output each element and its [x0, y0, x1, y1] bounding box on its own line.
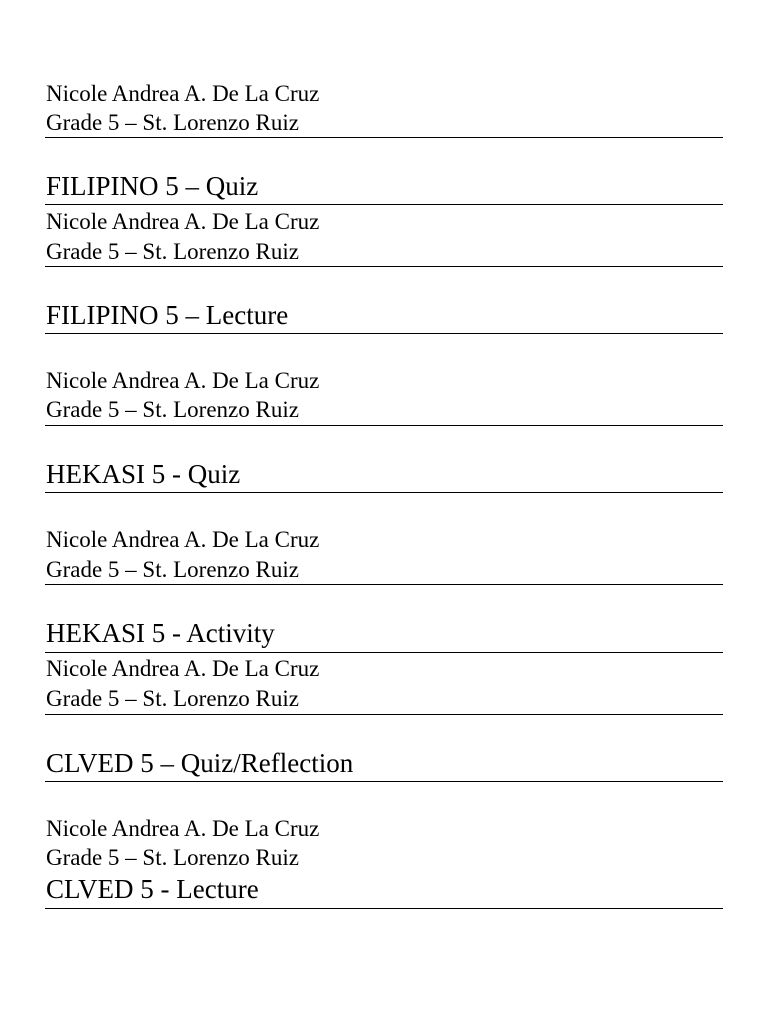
subject-title: HEKASI 5 - Activity: [46, 618, 275, 648]
divider-line: [45, 652, 723, 653]
student-grade-section: Grade 5 – St. Lorenzo Ruiz: [46, 845, 299, 870]
student-name: Nicole Andrea A. De La Cruz: [46, 816, 320, 841]
divider-line: [45, 584, 723, 585]
student-grade-section: Grade 5 – St. Lorenzo Ruiz: [46, 557, 299, 582]
student-name: Nicole Andrea A. De La Cruz: [46, 527, 320, 552]
subject-title: FILIPINO 5 – Lecture: [46, 300, 289, 330]
divider-line: [45, 333, 723, 334]
student-grade-section: Grade 5 – St. Lorenzo Ruiz: [46, 397, 299, 422]
student-name: Nicole Andrea A. De La Cruz: [46, 81, 320, 106]
divider-line: [45, 781, 723, 782]
divider-line: [45, 266, 723, 267]
student-name: Nicole Andrea A. De La Cruz: [46, 656, 320, 681]
subject-title: HEKASI 5 - Quiz: [46, 459, 241, 489]
divider-line: [45, 714, 723, 715]
student-grade-section: Grade 5 – St. Lorenzo Ruiz: [46, 110, 299, 135]
student-grade-section: Grade 5 – St. Lorenzo Ruiz: [46, 686, 299, 711]
subject-title: CLVED 5 – Quiz/Reflection: [46, 748, 354, 778]
student-name: Nicole Andrea A. De La Cruz: [46, 209, 320, 234]
divider-line: [45, 204, 723, 205]
divider-line: [45, 137, 723, 138]
divider-line: [45, 908, 723, 909]
student-name: Nicole Andrea A. De La Cruz: [46, 368, 320, 393]
subject-title: FILIPINO 5 – Quiz: [46, 171, 259, 201]
student-grade-section: Grade 5 – St. Lorenzo Ruiz: [46, 239, 299, 264]
divider-line: [45, 492, 723, 493]
divider-line: [45, 425, 723, 426]
subject-title: CLVED 5 - Lecture: [46, 874, 259, 904]
